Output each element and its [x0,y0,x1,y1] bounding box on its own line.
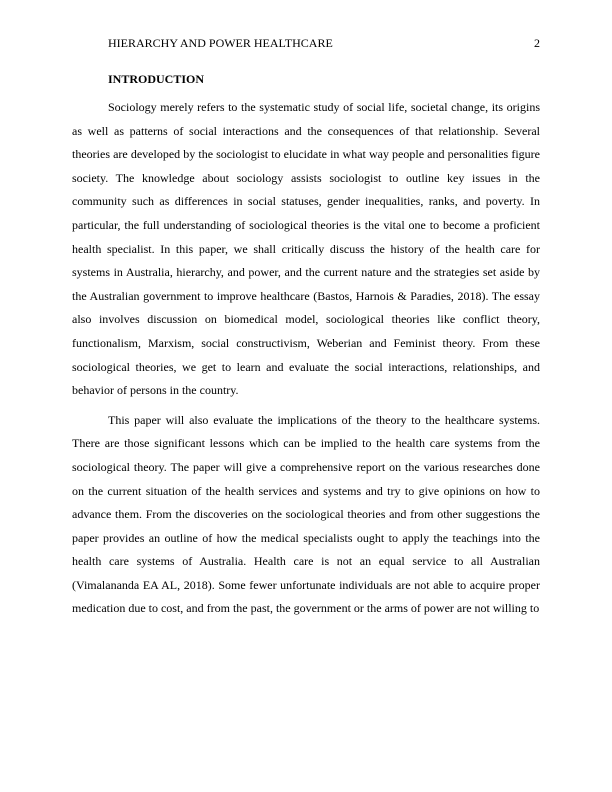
running-head: HIERARCHY AND POWER HEALTHCARE [108,36,333,50]
paragraph: Sociology merely refers to the systematic study of social life, societal change, its origins as well as patterns of social interactions and the consequences of that relationship. Several theories are developed by the sociologist to elucidate in what way people and personalities figure society. The knowledge about sociology assists sociologist to outline key issues in the community such as differences in social statuses, gender inequalities, ranks, and poverty. In particular, the full understanding of sociological theories is the vital one to become a proficient health specialist. In this paper, we shall critically discuss the history of the health care for systems in Australia, hierarchy, and power, and the current nature and the strategies set aside by the Australian government to improve healthcare (Bastos, Harnois & Paradies, 2018). The essay also involves discussion on biomedical model, sociological theories like conflict theory, functionalism, Marxism, social constructivism, Weberian and Feminist theory. From these sociological theories, we get to learn and evaluate the social interactions, relationships, and behavior of persons in the country. [72,100,540,398]
paragraph: This paper will also evaluate the implications of the theory to the healthcare systems. There are those significant lessons which can be implied to the health care systems from the sociological theory. The paper will give a comprehensive report on the various researches done on the current situation of the health services and systems and try to give opinions on how to advance them. From the discoveries on the sociological theories and from other suggestions the paper provides an outline of how the medical specialists ought to apply the teachings into the health care systems of Australia. Health care is not an equal service to all Australian (Vimalananda EA AL, 2018). Some fewer unfortunate individuals are not able to acquire proper medication due to cost, and from the past, the government or the arms of power are not willing to [72,412,540,616]
section-heading: INTRODUCTION [108,72,205,86]
page-number: 2 [534,36,540,50]
body-text [72,96,540,627]
